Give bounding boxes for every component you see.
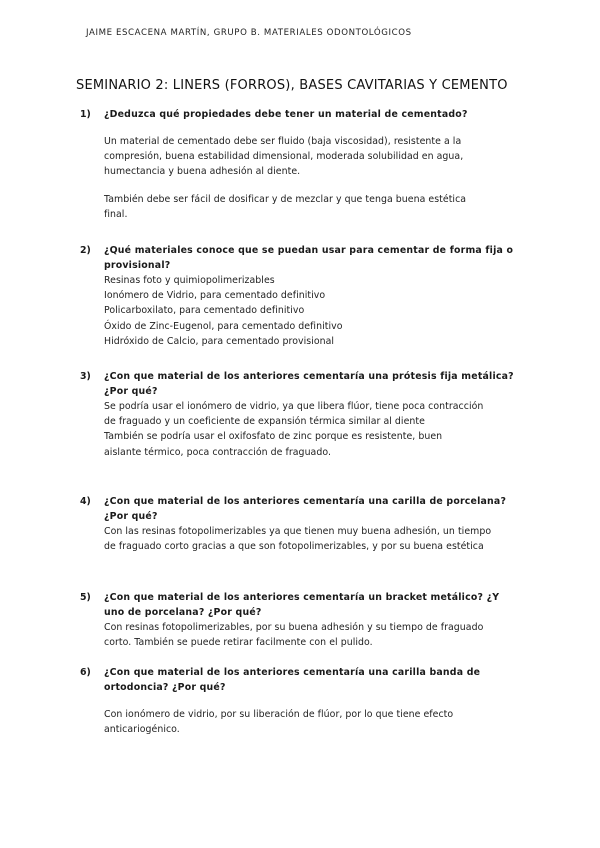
- question-text: ¿Con que material de los anteriores cementaría una prótesis fija metálica? ¿Por qué?: [104, 371, 514, 397]
- question-number: 6): [80, 667, 91, 678]
- answer: [104, 524, 520, 554]
- question-number: 4): [80, 496, 91, 507]
- answer-paragraph: También debe ser fácil de dosificar y de mezclar y que tenga buena estética final.: [104, 193, 467, 220]
- page-header: JAIME ESCACENA MARTÍN, GRUPO B. MATERIALES ODONTOLÓGICOS: [86, 28, 412, 38]
- answer: [104, 134, 520, 222]
- question-6: [80, 665, 520, 737]
- answer-paragraph: Con las resinas fotopolimerizables ya que tienen muy buena adhesión, un tiempo de fraguado corto gracias a que son fotopolimerizables, y por su buena estética: [104, 526, 492, 553]
- answer: [104, 399, 520, 460]
- question-text: ¿Con que material de los anteriores cementaría una carilla de porcelana? ¿Por qué?: [104, 496, 507, 522]
- question-2: [80, 243, 520, 349]
- answer: [104, 620, 520, 650]
- question-number: 1): [80, 109, 91, 120]
- answer-paragraph: Un material de cementado debe ser fluido (baja viscosidad), resistente a la compresión, buena estabilidad dimensional, moderada solubilidad en agua, humectancia y buena adhesión al diente.: [104, 136, 464, 178]
- answer-paragraph: Resinas foto y quimiopolimerizables Ionómero de Vidrio, para cementado definitivo Policarboxilato, para cementado definitivo Óxido de Zinc-Eugenol, para cementado definitivo Hidróxido de Calcio, para cementado provisional: [104, 275, 343, 347]
- question-number: 2): [80, 245, 91, 256]
- question-text: ¿Qué materiales conoce que se puedan usar para cementar de forma fija o provisional?: [104, 245, 514, 271]
- answer-paragraph: Con ionómero de vidrio, por su liberación de flúor, por lo que tiene efecto anticariogénico.: [104, 709, 454, 736]
- question-3: [80, 369, 520, 460]
- question-text: ¿Deduzca qué propiedades debe tener un material de cementado?: [104, 109, 468, 120]
- question-1: [80, 107, 520, 222]
- question-number: 3): [80, 371, 91, 382]
- question-text: ¿Con que material de los anteriores cementaría una carilla banda de ortodoncia? ¿Por qué?: [104, 667, 481, 693]
- document-title: SEMINARIO 2: LINERS (FORROS), BASES CAVITARIAS Y CEMENTO: [76, 78, 508, 93]
- question-text: ¿Con que material de los anteriores cementaría un bracket metálico? ¿Y uno de porcelana? ¿Por qué?: [104, 592, 500, 618]
- answer-paragraph: Se podría usar el ionómero de vidrio, ya que libera flúor, tiene poca contracción de fraguado y un coeficiente de expansión térmica similar al diente También se podría usar el oxifosfato de zinc porque es resistente, buen aislante térmico, poca contracción de fraguado.: [104, 401, 484, 458]
- question-5: [80, 590, 520, 650]
- question-number: 5): [80, 592, 91, 603]
- answer: [104, 273, 520, 349]
- answer-paragraph: Con resinas fotopolimerizables, por su buena adhesión y su tiempo de fraguado corto. También se puede retirar facilmente con el pulido.: [104, 622, 484, 649]
- question-4: [80, 494, 520, 554]
- answer: [104, 707, 520, 737]
